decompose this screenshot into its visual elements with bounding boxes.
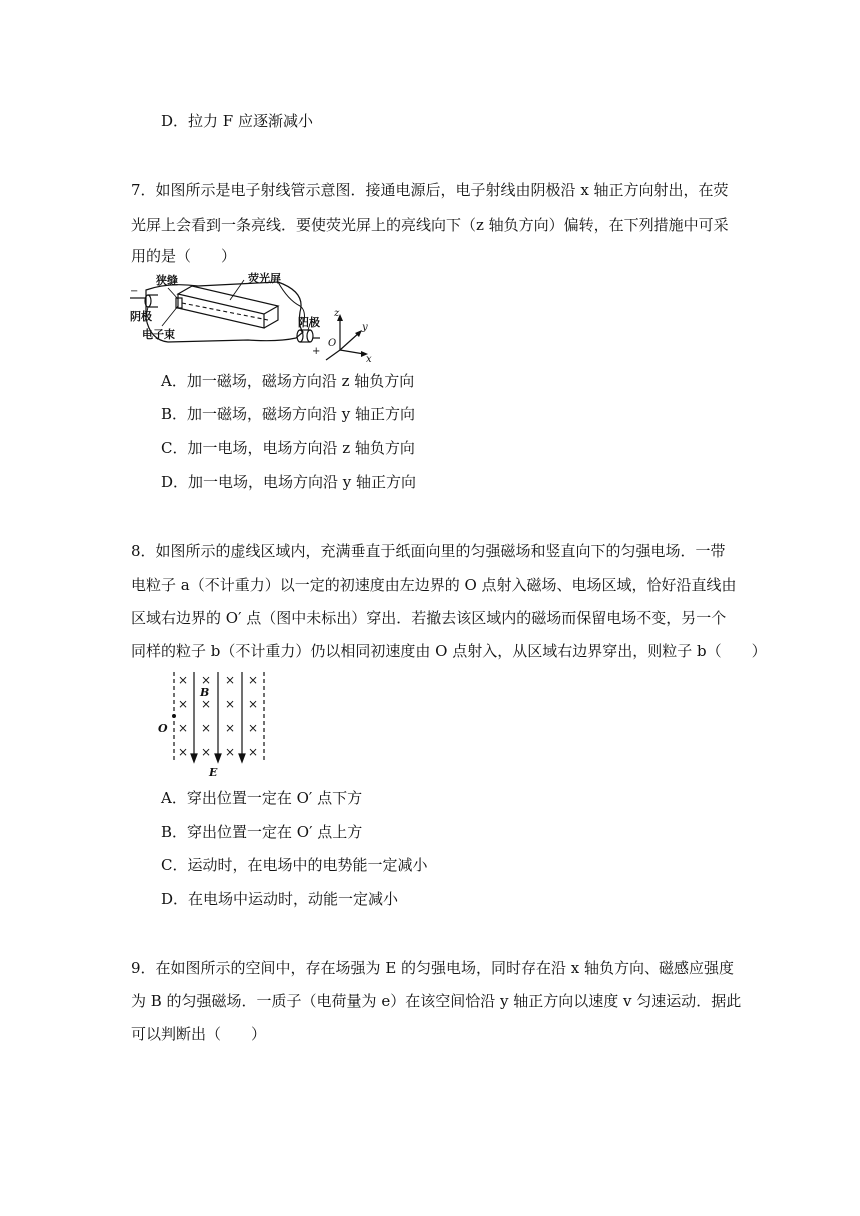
label-axis-y: y bbox=[362, 322, 368, 333]
cross-mark: × bbox=[224, 745, 236, 759]
q7-option-a: A．加一磁场，磁场方向沿 z 轴负方向 bbox=[161, 372, 415, 390]
cross-mark: × bbox=[247, 721, 259, 735]
x-axis bbox=[340, 350, 364, 354]
cross-mark: × bbox=[200, 721, 212, 735]
label-axis-x: x bbox=[366, 354, 372, 364]
q7-stem-line-2: 光屏上会看到一条亮线．要使荧光屏上的亮线向下（z 轴负方向）偏转，在下列措施中可采 bbox=[131, 216, 729, 234]
label-o: O bbox=[158, 722, 168, 735]
cross-mark: × bbox=[247, 673, 259, 687]
q9-stem-line-2: 为 B 的匀强磁场．一质子（电荷量为 e）在该空间恰沿 y 轴正方向以速度 v 匀速运动．据此 bbox=[131, 992, 742, 1010]
label-origin: O bbox=[328, 338, 337, 349]
q8-option-a: A．穿出位置一定在 O′ 点下方 bbox=[161, 789, 363, 807]
cross-mark: × bbox=[224, 721, 236, 735]
q7-option-c: C．加一电场，电场方向沿 z 轴负方向 bbox=[161, 439, 415, 457]
cross-mark: × bbox=[200, 673, 212, 687]
q7-option-b: B．加一磁场，磁场方向沿 y 轴正方向 bbox=[161, 405, 416, 423]
q8-stem-line-4: 同样的粒子 b（不计重力）仍以相同初速度由 O 点射入，从区域右边界穿出，则粒子 b（ ） bbox=[131, 642, 767, 660]
cross-mark: × bbox=[177, 745, 189, 759]
cross-mark: × bbox=[177, 721, 189, 735]
cross-mark: × bbox=[224, 697, 236, 711]
label-plus: + bbox=[312, 346, 321, 357]
q8-stem-line-2: 电粒子 a（不计重力）以一定的初速度由左边界的 O 点射入磁场、电场区域，恰好沿直线由 bbox=[131, 576, 737, 594]
q7-option-d: D．加一电场，电场方向沿 y 轴正方向 bbox=[161, 473, 417, 491]
field-region-diagram bbox=[156, 670, 272, 780]
label-axis-z: z bbox=[334, 308, 340, 319]
cross-mark: × bbox=[224, 673, 236, 687]
q8-option-c: C．运动时，在电场中的电势能一定减小 bbox=[161, 856, 428, 874]
label-slit: 狭缝 bbox=[156, 274, 178, 287]
q7-stem-line-3: 用的是（ ） bbox=[131, 247, 237, 265]
q8-option-d: D．在电场中运动时，动能一定减小 bbox=[161, 890, 399, 908]
q8-stem-line-3: 区域右边界的 O′ 点（图中未标出）穿出．若撤去该区域内的磁场而保留电场不变，另一个 bbox=[131, 609, 727, 627]
fluorescent-screen-box bbox=[178, 286, 278, 314]
q9-stem-line-3: 可以判断出（ ） bbox=[131, 1025, 267, 1043]
q9-stem-line-1: 9．在如图所示的空间中，存在场强为 E 的匀强电场，同时存在沿 x 轴负方向、磁感应强度 bbox=[131, 959, 735, 977]
q7-stem-line-1: 7．如图所示是电子射线管示意图．接通电源后，电子射线由阴极沿 x 轴正方向射出，在荧 bbox=[131, 181, 729, 199]
q8-stem-line-1: 8．如图所示的虚线区域内，充满垂直于纸面向里的匀强磁场和竖直向下的匀强电场．一带 bbox=[131, 542, 726, 560]
cross-mark: × bbox=[200, 745, 212, 759]
cross-mark: × bbox=[177, 673, 189, 687]
point-o bbox=[172, 714, 176, 718]
label-cathode: 阴极 bbox=[130, 310, 152, 323]
label-b: B bbox=[200, 686, 210, 699]
cross-mark: × bbox=[200, 697, 212, 711]
q6-option-d: D．拉力 F 应逐渐减小 bbox=[161, 112, 313, 130]
slit-plate bbox=[176, 298, 182, 308]
label-anode: 阳极 bbox=[298, 316, 320, 329]
cross-mark: × bbox=[177, 697, 189, 711]
label-screen: 荧光屏 bbox=[248, 272, 281, 285]
cross-mark: × bbox=[247, 745, 259, 759]
electron-tube-diagram bbox=[128, 272, 378, 364]
label-minus: − bbox=[130, 286, 139, 297]
label-e: E bbox=[209, 766, 218, 779]
cross-mark: × bbox=[247, 697, 259, 711]
label-electron-beam: 电子束 bbox=[142, 328, 175, 341]
q8-option-b: B．穿出位置一定在 O′ 点上方 bbox=[161, 823, 363, 841]
